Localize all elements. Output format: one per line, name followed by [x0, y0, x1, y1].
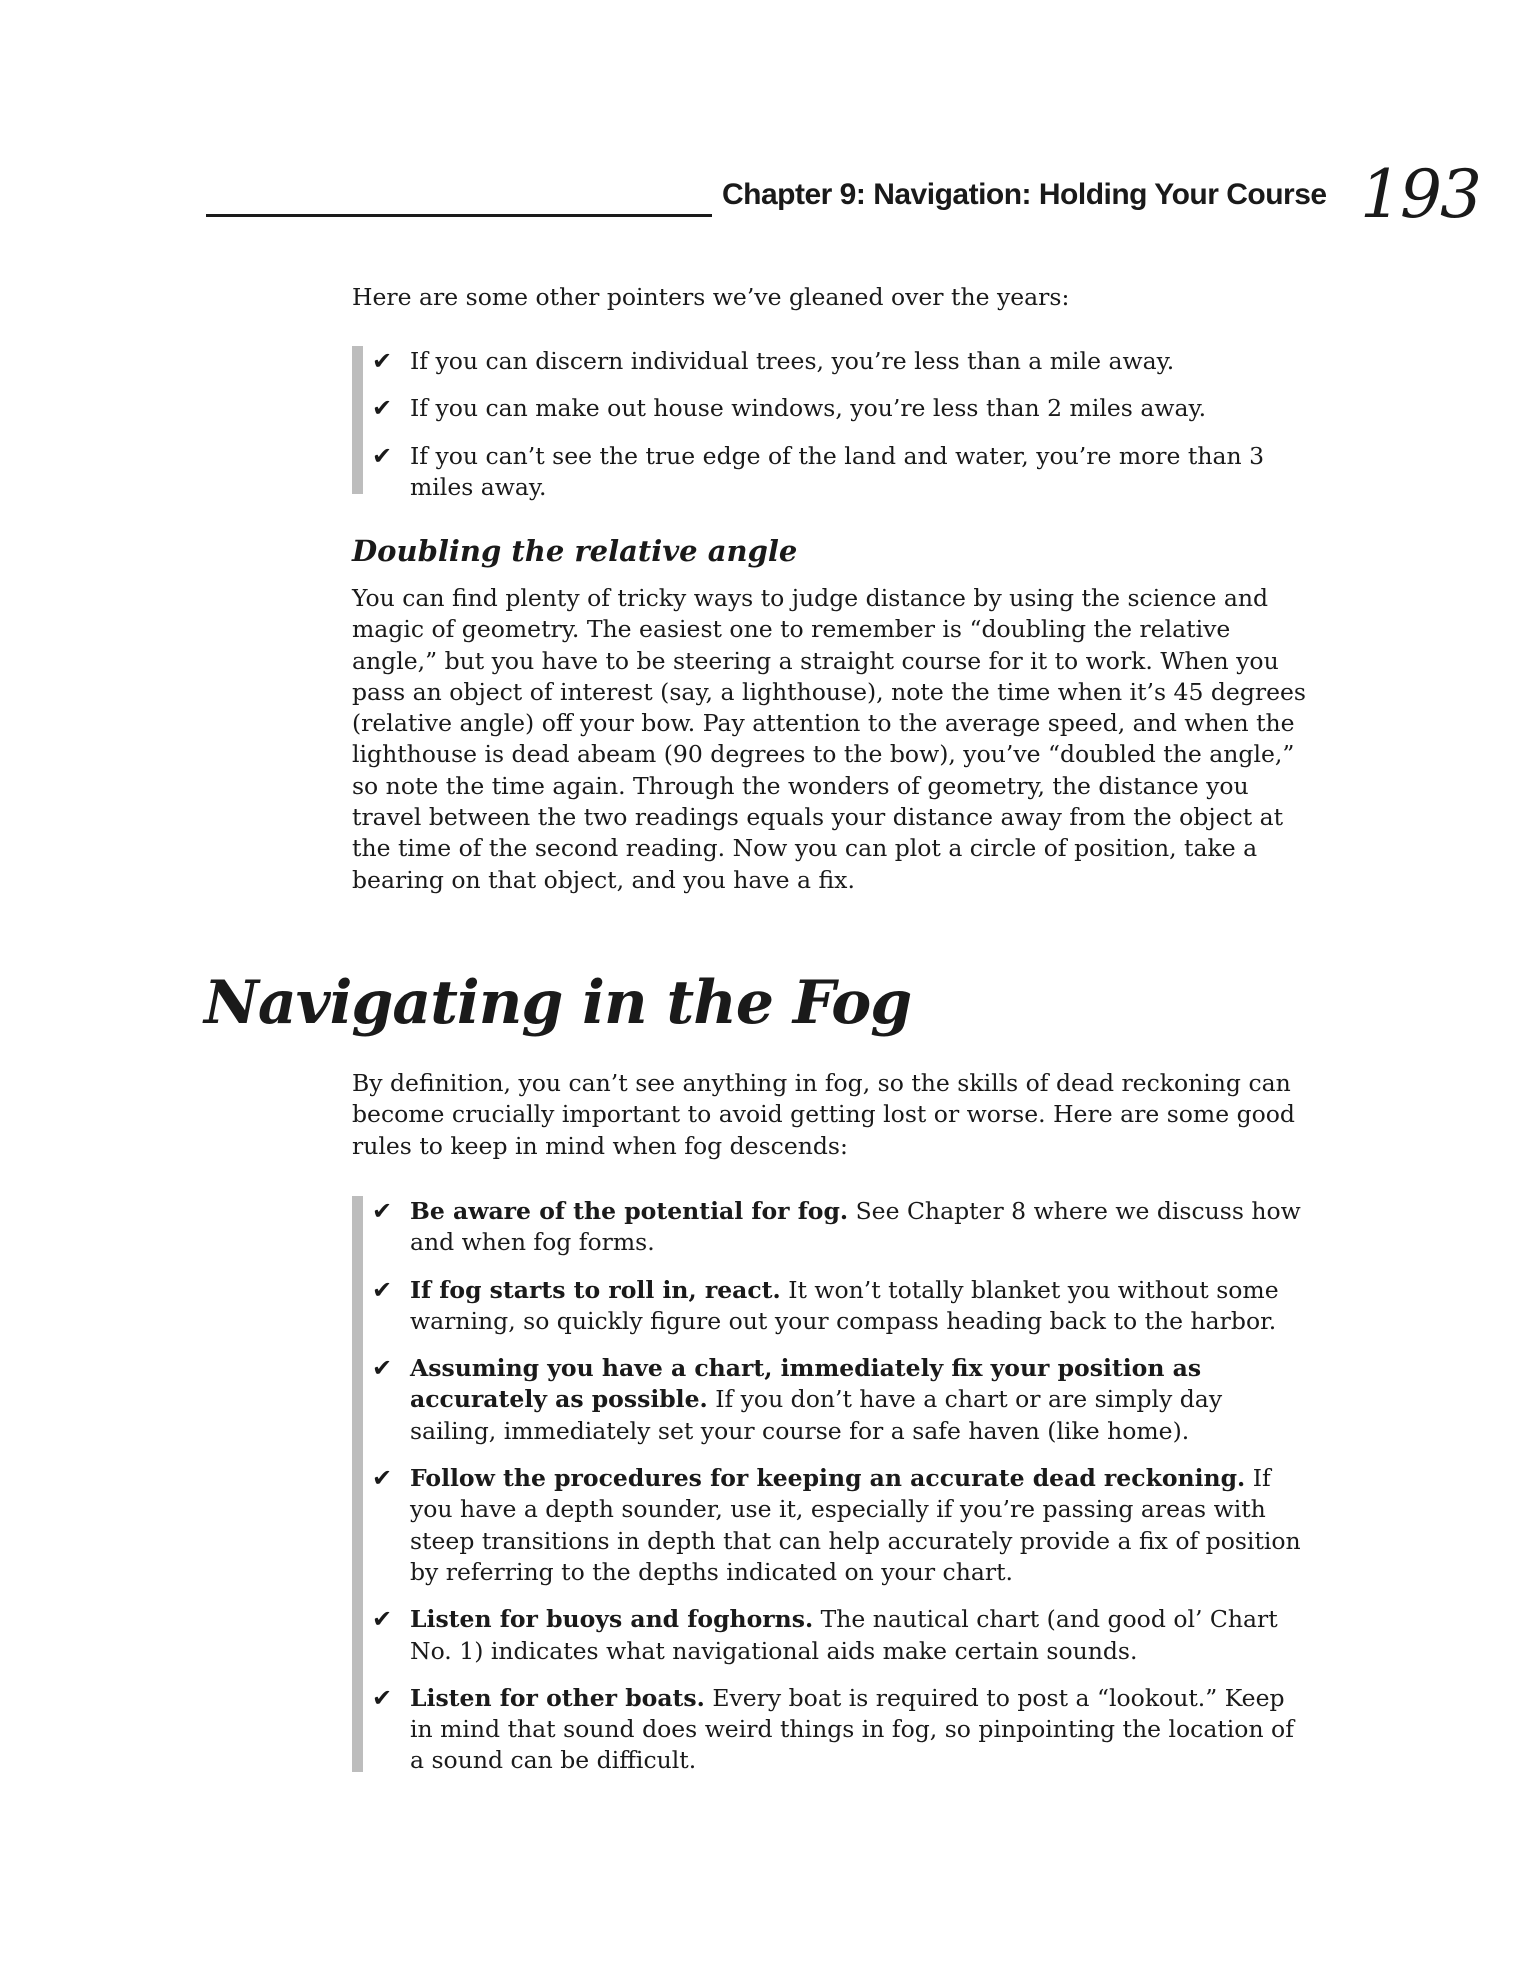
rule-text: If you don’t have a chart or are simply day sailing, immediately set your course for a safe haven (like home).: [410, 1385, 1223, 1445]
intro-paragraph: Here are some other pointers we’ve gleaned over the years:: [352, 283, 1070, 311]
running-head: Chapter 9: Navigation: Holding Your Course: [722, 178, 1327, 211]
sidebar-bar: [352, 346, 363, 494]
list-item: [372, 1683, 1312, 1777]
rule-text: See Chapter 8 where we discuss how and when fog forms.: [410, 1197, 1301, 1257]
rule-text: If you have a depth sounder, use it, especially if you’re passing areas with steep transitions in depth that can help accurately provide a fix of position by referring to the depths indicated on your chart.: [410, 1464, 1301, 1586]
list-item: [372, 441, 1312, 504]
list-item: [372, 1353, 1312, 1447]
section-title: Navigating in the Fog: [204, 968, 912, 1038]
sidebar-bar: [352, 1196, 363, 1772]
list-item-text: If you can’t see the true edge of the land and water, you’re more than 3 miles away.: [410, 441, 1265, 501]
list-item: [372, 346, 1312, 377]
rule-lead: Be aware of the potential for fog.: [410, 1197, 849, 1225]
list-item: [372, 1196, 1312, 1259]
rule-lead: Assuming you have a chart, immediately fix your position as accurately as possible.: [410, 1354, 1202, 1414]
subsection-heading: Doubling the relative angle: [352, 534, 798, 568]
checkmark-icon: ✔: [372, 394, 393, 423]
pointers-list: [352, 346, 1312, 519]
list-item: [372, 1604, 1312, 1667]
rule-text: It won’t totally blanket you without some warning, so quickly figure out your compass heading back to the harbor.: [410, 1275, 1279, 1335]
list-item-text: If you can make out house windows, you’re less than 2 miles away.: [410, 394, 1207, 423]
fog-rules-list: [352, 1196, 1312, 1793]
checkmark-icon: ✔: [372, 1464, 393, 1493]
rule-lead: Follow the procedures for keeping an accurate dead reckoning.: [410, 1464, 1246, 1493]
rule-lead: Listen for buoys and foghorns.: [410, 1605, 814, 1634]
checkmark-icon: ✔: [372, 441, 393, 470]
rule-text: Every boat is required to post a “lookout.” Keep in mind that sound does weird things in fog, so pinpointing the location of a sound can be difficult.: [410, 1683, 1294, 1775]
checkmark-icon: ✔: [372, 1197, 393, 1225]
list-item: [372, 1463, 1312, 1588]
list-item-text: If you can discern individual trees, you’re less than a mile away.: [410, 347, 1175, 375]
page-number: 193: [1360, 156, 1480, 233]
checkmark-icon: ✔: [372, 1683, 393, 1712]
rule-lead: Listen for other boats.: [410, 1683, 705, 1712]
header-rule: [206, 214, 712, 217]
list-item: [372, 1275, 1312, 1338]
rule-lead: If fog starts to roll in, react.: [410, 1275, 781, 1304]
checkmark-icon: ✔: [372, 1605, 393, 1634]
checkmark-icon: ✔: [372, 347, 393, 375]
doubling-paragraph: You can find plenty of tricky ways to judge distance by using the science and magic of geometry. The easiest one to remember is “doubling the relative angle,” but you have to be steering a straight course for it to work. When you pass an object of interest (say, a lighthouse), note the time when it’s 45 degrees (relative angle) off your bow. Pay attention to the average speed, and when the lighthouse is dead abeam (90 degrees to the bow), you’ve “doubled the angle,” so note the time again. Through the wonders of geometry, the distance you travel between the two readings equals your distance away from the object at the time of the second reading. Now you can plot a circle of position, take a bearing on that object, and you have a fix.: [352, 584, 1306, 894]
fog-intro-paragraph: By definition, you can’t see anything in fog, so the skills of dead reckoning can become crucially important to avoid getting lost or worse. Here are some good rules to keep in mind when fog descends:: [352, 1069, 1295, 1160]
rule-text: The nautical chart (and good ol’ Chart No. 1) indicates what navigational aids make certain sounds.: [410, 1605, 1278, 1665]
checkmark-icon: ✔: [372, 1275, 393, 1304]
checkmark-icon: ✔: [372, 1354, 393, 1383]
list-item: [372, 393, 1312, 424]
